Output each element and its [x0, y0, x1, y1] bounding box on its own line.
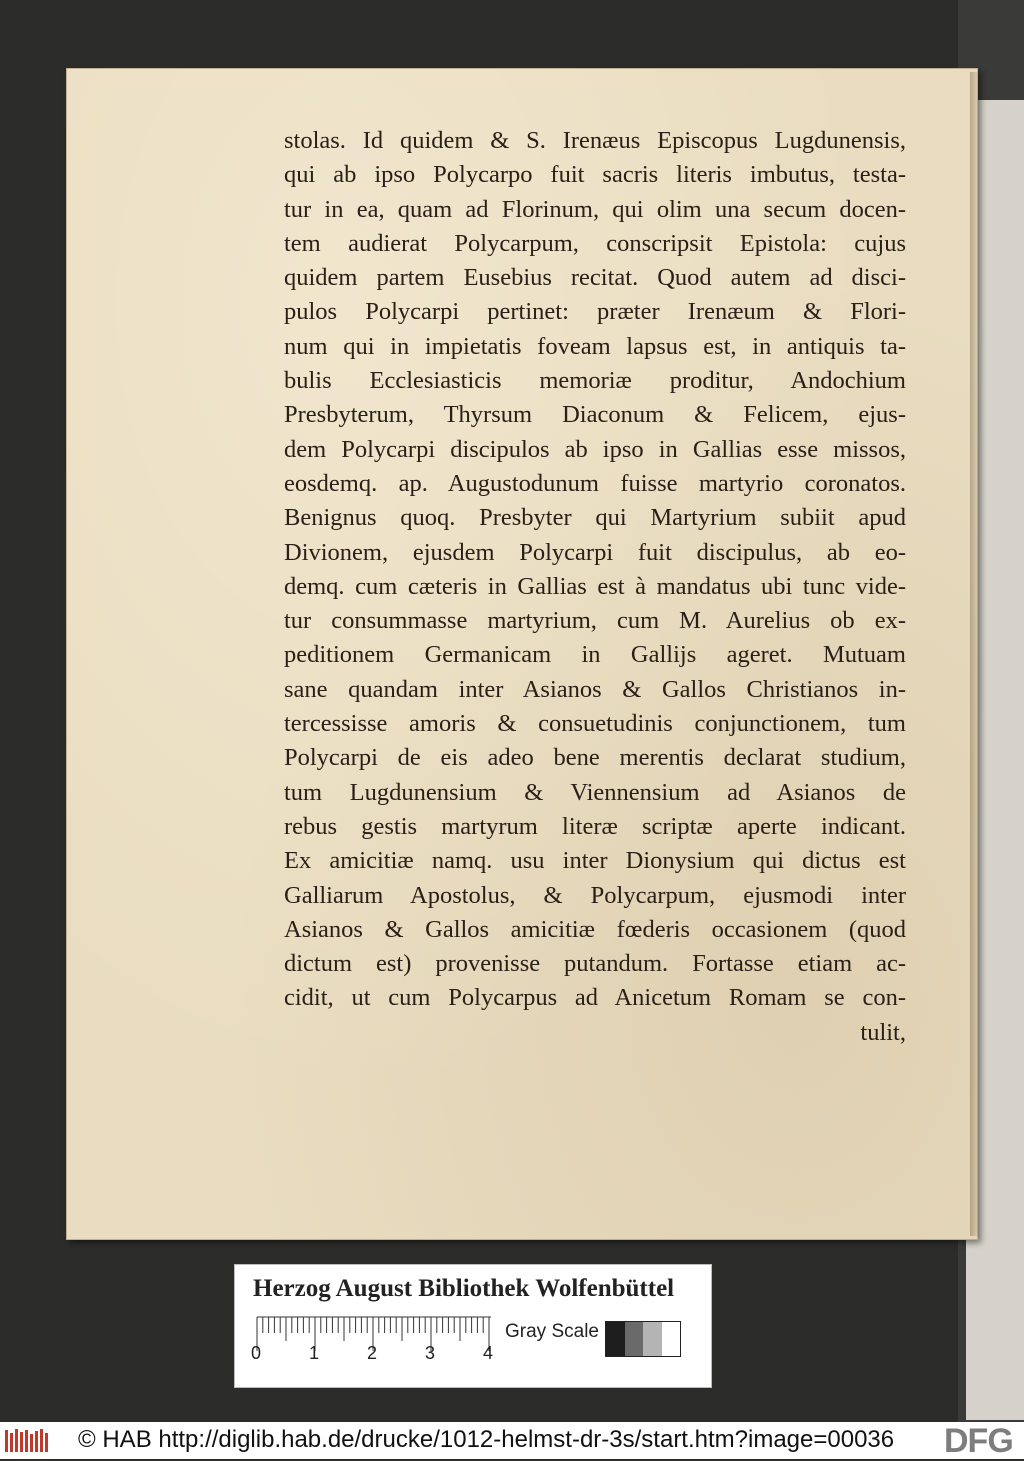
catchword: tulit, [860, 1018, 906, 1046]
text-line: Benignus quoq. Presbyter qui Martyrium subiit apud [284, 504, 906, 532]
library-books-icon [4, 1428, 50, 1454]
text-line: tum Lugdunensium & Viennensium ad Asianos de [284, 778, 906, 806]
viewer-footer [0, 1422, 1024, 1459]
text-line: stolas. Id quidem & S. Irenæus Episcopus Lugdunensis, [284, 127, 906, 154]
ruler-number: 0 [251, 1343, 262, 1363]
text-line: qui ab ipso Polycarpo fuit sacris literis imbutus, testa- [284, 161, 906, 189]
text-line: eosdemq. ap. Augustodunum fuisse martyrio coronatos. [284, 469, 906, 497]
ruler-number: 3 [425, 1343, 436, 1363]
ruler-number: 1 [309, 1343, 320, 1363]
text-line: peditionem Germanicam in Gallijs ageret. Mutuam [284, 641, 906, 669]
text-line: tur consummasse martyrium, cum M. Aurelius ob ex- [284, 607, 906, 635]
gray-swatch [625, 1322, 644, 1356]
text-line: dem Polycarpi discipulos ab ipso in Gallias esse missos, [284, 435, 906, 463]
text-line: Asianos & Gallos amicitiæ fœderis occasionem (quod [284, 915, 906, 943]
text-line: Ex amicitiæ namq. usu inter Dionysium qui dictus est [284, 847, 906, 875]
text-line: rebus gestis martyrum literæ scriptæ aperte indicant. [284, 812, 906, 840]
text-line: quidem partem Eusebius recitat. Quod autem ad disci- [284, 264, 906, 292]
source-url[interactable]: © HAB http://diglib.hab.de/drucke/1012-helmst-dr-3s/start.htm?image=00036 [78, 1426, 895, 1453]
dfg-logo: DFG [944, 1422, 1013, 1460]
text-line: tur in ea, quam ad Florinum, qui olim una secum docen- [284, 195, 906, 223]
text-line: tercessisse amoris & consuetudinis conjunctionem, tum [284, 710, 906, 738]
text-line: demq. cum cæteris in Gallias est à mandatus ubi tunc vide- [284, 572, 906, 600]
gray-scale-bar [605, 1321, 681, 1357]
library-name: Herzog August Bibliothek Wolfenbüttel [253, 1275, 675, 1302]
gray-swatch [606, 1322, 625, 1356]
text-line: Divionem, ejusdem Polycarpi fuit discipulus, ab eo- [284, 538, 906, 566]
page-text [284, 124, 906, 1050]
text-line: tem audierat Polycarpum, conscripsit Epistola: cujus [284, 229, 906, 257]
text-line: cidit, ut cum Polycarpus ad Anicetum Romam se con- [284, 984, 906, 1012]
ruler-number: 4 [483, 1343, 494, 1363]
gray-swatch [662, 1322, 681, 1356]
gray-scale-label: Gray Scale [505, 1321, 599, 1342]
text-line: sane quandam inter Asianos & Gallos Christianos in- [284, 675, 906, 703]
text-line: num qui in impietatis foveam lapsus est, in antiquis ta- [284, 332, 906, 360]
text-line: dictum est) provenisse putandum. Fortasse etiam ac- [284, 950, 906, 978]
text-line: Presbyterum, Thyrsum Diaconum & Felicem, ejus- [284, 401, 906, 429]
text-line: Polycarpi de eis adeo bene merentis declarat studium, [284, 744, 906, 772]
gray-swatch [643, 1322, 662, 1356]
page-gutter [970, 72, 980, 1236]
text-line: pulos Polycarpi pertinet: præter Irenæum & Flori- [284, 298, 906, 326]
ruler-number: 2 [367, 1343, 378, 1363]
color-reference-card [234, 1264, 712, 1388]
text-line: Galliarum Apostolus, & Polycarpum, ejusmodi inter [284, 881, 906, 909]
text-line: bulis Ecclesiasticis memoriæ proditur, Andochium [284, 367, 906, 395]
